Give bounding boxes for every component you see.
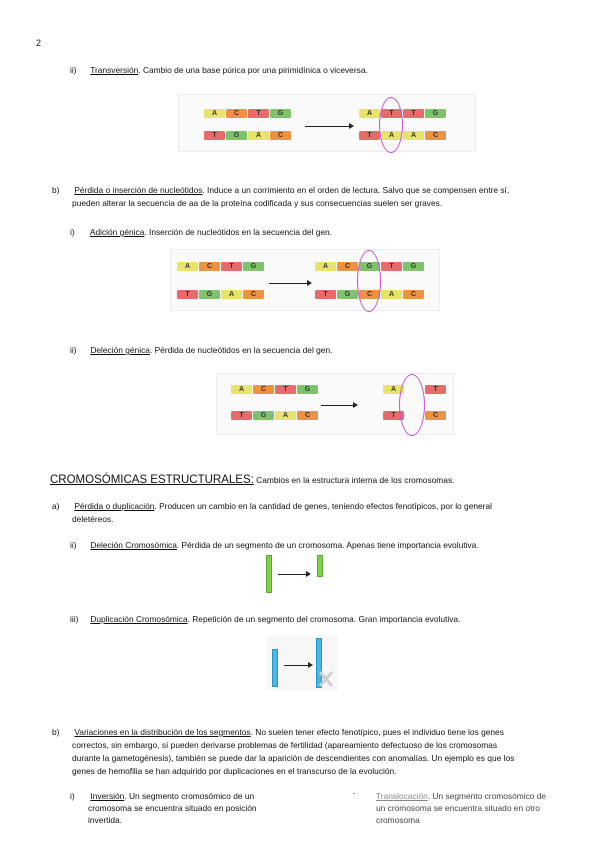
chromosome-bar <box>272 649 278 687</box>
base: A <box>248 131 269 140</box>
section-b-text: . Induce a un corrimiento en el orden de lectura. Salvo que se compensen entre sí, <box>202 185 510 195</box>
base: T <box>231 411 252 420</box>
chromosome-bar <box>266 555 272 593</box>
base: C <box>199 262 220 271</box>
translocacion-line1 <box>376 791 546 801</box>
arrow-head <box>353 402 358 408</box>
term-duplicacion-crom: Duplicación Cromosómica <box>90 614 188 624</box>
arrow-head <box>306 571 311 577</box>
base: A <box>381 290 402 299</box>
variaciones-line4: genes de hemofilia se han adquirido por duplicaciones en el transcurso de la evolución. <box>72 766 397 776</box>
base: G <box>226 131 247 140</box>
base: C <box>337 262 358 271</box>
base: C <box>270 131 291 140</box>
item-num: ii) <box>70 345 77 355</box>
duplicacion-crom-line <box>70 614 460 624</box>
inversion-line2: cromosoma se encuentra situado en posición <box>88 803 257 813</box>
arrow-head <box>307 280 312 286</box>
term-delecion-crom: Deleción Cromosómica <box>90 540 177 550</box>
base: T <box>315 290 336 299</box>
variaciones-line3: durante la gametogénesis), también se puede dar la aparición de descendientes con anomalías. Un ejemplo es que los <box>72 753 515 763</box>
base: T <box>381 262 402 271</box>
arrow <box>269 283 307 284</box>
base: T <box>425 385 446 394</box>
arrow <box>284 665 308 666</box>
perdida-dup-text: . Producen un cambio en la cantidad de genes, teniendo efectos fenotípicos, por lo general <box>154 501 492 511</box>
adicion-figure <box>170 249 440 311</box>
transversion-text: . Cambio de una base púrica por una pirimidínica o viceversa. <box>138 65 368 75</box>
base: A <box>204 109 225 118</box>
term-variaciones: Variaciones en la distribución de los segmentos <box>74 727 251 737</box>
translocacion-text: . Un segmento cromosómico de <box>427 791 547 801</box>
base: C <box>297 411 318 420</box>
item-num: ii) <box>70 65 77 75</box>
translocacion-line2: un cromosoma se encuentra situado en otro <box>376 803 540 813</box>
delecion-crom-text: . Pérdida de un segmento de un cromosoma. Apenas tiene importancia evolutiva. <box>176 540 479 550</box>
perdida-dup-line2: deletéreos. <box>72 514 114 524</box>
term-delecion: Deleción génica <box>90 345 150 355</box>
term-inversion: Inversión <box>90 791 125 801</box>
item-num: i) <box>70 791 75 801</box>
base: C <box>243 290 264 299</box>
base: A <box>403 131 424 140</box>
base: A <box>231 385 252 394</box>
highlight-oval <box>399 374 425 436</box>
base: A <box>221 290 242 299</box>
page-number: 2 <box>36 38 42 48</box>
arrow-head <box>349 123 354 129</box>
perdida-dup-line1 <box>52 501 492 511</box>
base: T <box>383 411 404 420</box>
arrow <box>278 574 306 575</box>
term-translocacion: Translocación <box>376 791 428 801</box>
base: C <box>253 385 274 394</box>
term-adicion: Adición génica <box>89 227 145 237</box>
translocacion-line3: cromosoma <box>376 815 420 825</box>
base: G <box>403 262 424 271</box>
base: G <box>425 109 446 118</box>
scissor-mark-icon <box>318 670 336 688</box>
cromosomicas-heading: CROMOSÓMICAS ESTRUCTURALES: <box>50 474 254 486</box>
term-perdida-insercion: Pérdida o inserción de nucleótidos <box>74 185 203 195</box>
item-num: b) <box>52 727 60 737</box>
item-num: iii) <box>70 614 79 624</box>
base: A <box>177 262 198 271</box>
item-num: b) <box>52 185 60 195</box>
highlight-oval <box>379 97 403 153</box>
inversion-line3: invertida. <box>88 815 122 825</box>
base: T <box>403 109 424 118</box>
delecion-crom-line <box>70 540 479 550</box>
base: G <box>199 290 220 299</box>
base: T <box>221 262 242 271</box>
section-b-line1 <box>52 185 509 195</box>
transversion-figure <box>178 94 476 152</box>
base: T <box>177 290 198 299</box>
base: T <box>381 109 402 118</box>
base: C <box>359 290 380 299</box>
duplicacion-crom-figure <box>266 636 338 690</box>
delecion-figure <box>216 373 454 435</box>
transversion-line <box>70 65 368 75</box>
base: C <box>226 109 247 118</box>
base: T <box>204 131 225 140</box>
cromosomicas-heading-line <box>50 474 454 486</box>
adicion-line <box>70 227 332 237</box>
variaciones-line1 <box>52 727 504 737</box>
duplicacion-crom-text: . Repetición de un segmento del cromosoma. Gran importancia evolutiva. <box>187 614 461 624</box>
base: G <box>297 385 318 394</box>
variaciones-line2: correctos, sin embargo, sí pueden derivarse problemas de fertilidad (apareamiento defectuoso de los cromosomas <box>72 740 498 750</box>
base: G <box>337 290 358 299</box>
variaciones-text: . No suelen tener efecto fenotípico, pues el individuo tiene los genes <box>250 727 504 737</box>
base: T <box>275 385 296 394</box>
base: A <box>383 385 404 394</box>
item-num: i) <box>70 227 75 237</box>
base: A <box>359 109 380 118</box>
inversion-text: . Un segmento cromosómico de un <box>124 791 255 801</box>
base: T <box>248 109 269 118</box>
term-transversion: Transversión <box>90 65 139 75</box>
delecion-crom-figure <box>262 554 328 594</box>
item-num: ii) <box>70 540 77 550</box>
item-num: a) <box>52 501 60 511</box>
base: C <box>425 131 446 140</box>
base: C <box>425 411 446 420</box>
cromosomicas-text: Cambios en la estructura interna de los cromosomas. <box>253 475 455 485</box>
base: A <box>275 411 296 420</box>
bullet-dot <box>353 793 355 794</box>
base: T <box>359 131 380 140</box>
base: A <box>315 262 336 271</box>
base: G <box>270 109 291 118</box>
base: G <box>359 262 380 271</box>
chromosome-bar-deleted <box>317 555 323 577</box>
highlight-oval <box>357 250 381 312</box>
base: A <box>381 131 402 140</box>
base: C <box>403 290 424 299</box>
term-perdida-dup: Pérdida o duplicación <box>74 501 155 511</box>
arrow-head <box>308 662 313 668</box>
arrow <box>321 405 353 406</box>
delecion-text: . Pérdida de nucleótidos en la secuencia del gen. <box>149 345 333 355</box>
inversion-line1 <box>70 791 254 801</box>
adicion-text: . Inserción de nucleótidos en la secuencia del gen. <box>144 227 332 237</box>
delecion-line <box>70 345 332 355</box>
base: G <box>243 262 264 271</box>
base: G <box>253 411 274 420</box>
section-b-line2: pueden alterar la secuencia de aa de la proteína codificada y sus consecuencias suelen ser graves. <box>72 198 443 208</box>
arrow <box>305 126 349 127</box>
